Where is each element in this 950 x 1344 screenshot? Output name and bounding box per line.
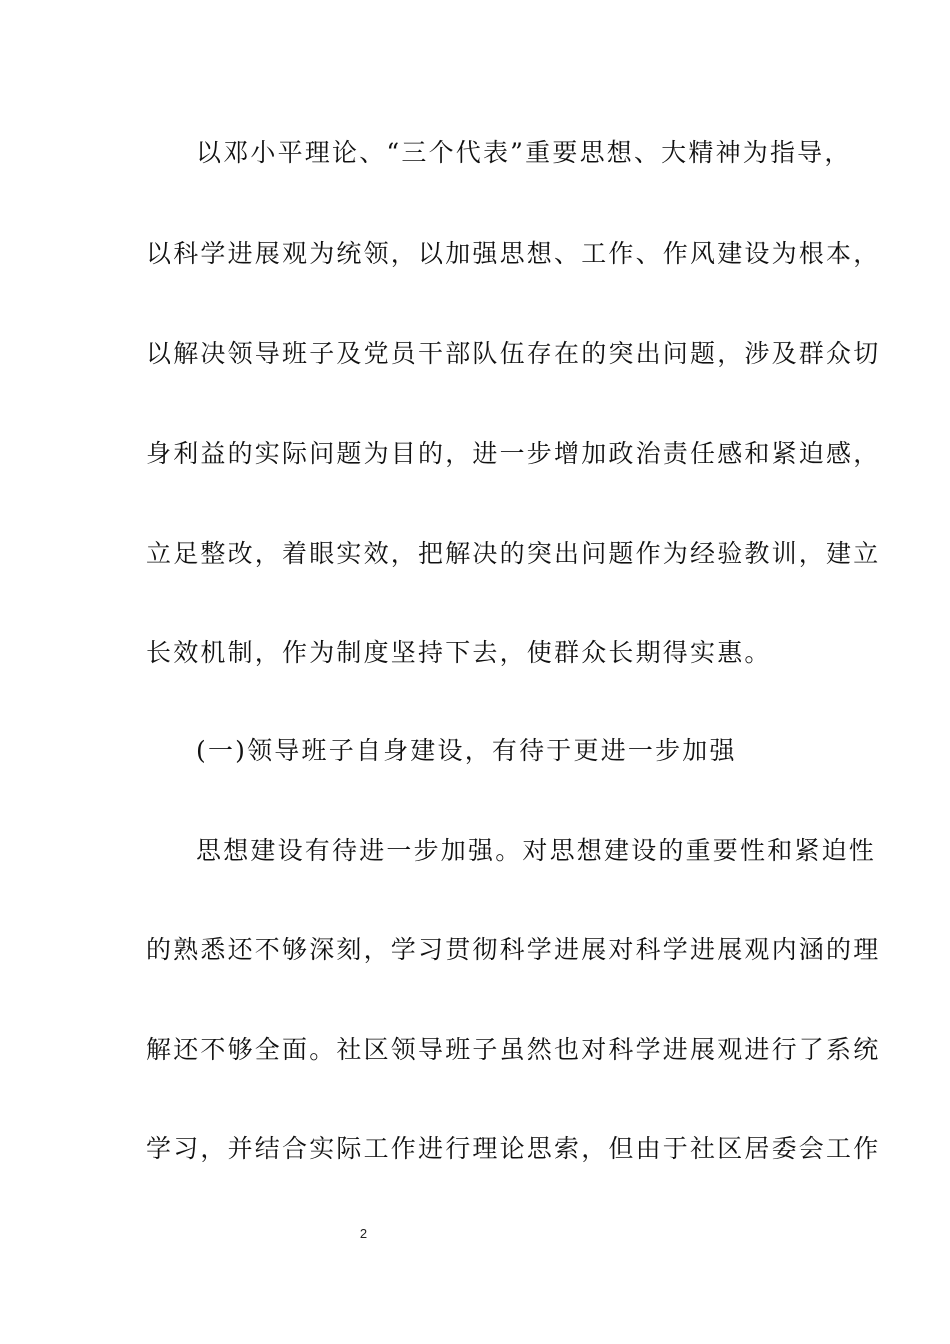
section-heading: (一)领导班子自身建设，有待于更进一步加强 (196, 736, 737, 765)
paragraph-1-line-4: 身利益的实际问题为目的，进一步增加政治责任感和紧迫感， (146, 439, 881, 468)
paragraph-2-line-2: 的熟悉还不够深刻，学习贯彻科学进展对科学进展观内涵的理 (146, 935, 881, 964)
paragraph-1-line-2: 以科学进展观为统领，以加强思想、工作、作风建设为根本， (146, 239, 881, 268)
page-number: 2 (359, 1226, 368, 1241)
paragraph-2-line-1: 思想建设有待进一步加强。对思想建设的重要性和紧迫性 (196, 836, 877, 865)
paragraph-1-line-3: 以解决领导班子及党员干部队伍存在的突出问题，涉及群众切 (146, 339, 881, 368)
paragraph-1-line-5: 立足整改，着眼实效，把解决的突出问题作为经验教训，建立 (146, 539, 881, 568)
paragraph-2-line-4: 学习，并结合实际工作进行理论思索，但由于社区居委会工作 (146, 1134, 881, 1163)
paragraph-2-line-3: 解还不够全面。社区领导班子虽然也对科学进展观进行了系统 (146, 1035, 881, 1064)
paragraph-1-line-1: 以邓小平理论、“三个代表”重要思想、大精神为指导， (196, 138, 852, 167)
paragraph-1-line-6: 长效机制，作为制度坚持下去，使群众长期得实惠。 (146, 638, 772, 667)
